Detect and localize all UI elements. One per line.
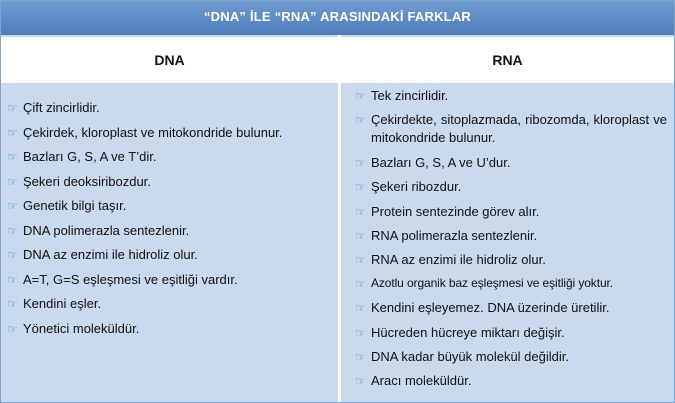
list-item: ☞ Protein sentezinde görev alır. [355, 203, 540, 219]
pointing-hand-icon: ☞ [7, 150, 18, 164]
pointing-hand-icon: ☞ [355, 277, 366, 292]
pointing-hand-icon: ☞ [7, 248, 18, 262]
pointing-hand-icon: ☞ [355, 228, 366, 243]
rna-list [355, 87, 667, 396]
dna-list [7, 99, 331, 344]
list-item: ☞ Bazları G, S, A ve U’dur. [355, 155, 511, 171]
list-item: ☞ DNA polimerazla sentezlenir. [7, 222, 190, 238]
column-divider [338, 35, 341, 402]
pointing-hand-icon: ☞ [355, 373, 366, 388]
list-item: ☞ Yönetici moleküldür. [7, 320, 140, 336]
pointing-hand-icon: ☞ [355, 252, 366, 267]
list-item: ☞ Kendini eşler. [7, 296, 102, 311]
list-item: ☞ Hücreden hücreye miktarı değişir. [355, 324, 565, 340]
list-item: ☞ Şekeri deoksiribozdur. [7, 173, 151, 189]
pointing-hand-icon: ☞ [355, 301, 366, 316]
list-item: ☞ RNA az enzimi ile hidroliz olur. [355, 251, 546, 267]
pointing-hand-icon: ☞ [355, 204, 366, 219]
list-item: ☞ Kendini eşleyemez. DNA üzerinde üretilir. [355, 300, 610, 316]
list-item: ☞ Aracı moleküldür. [355, 372, 472, 388]
pointing-hand-icon: ☞ [355, 156, 366, 171]
list-item: ☞ Bazları G, S, A ve T’dir. [7, 149, 157, 164]
pointing-hand-icon: ☞ [7, 101, 18, 115]
list-item: ☞ Şekeri ribozdur. [355, 179, 462, 195]
pointing-hand-icon: ☞ [7, 199, 18, 213]
list-item: ☞ RNA polimerazla sentezlenir. [355, 227, 538, 243]
rna-column-header: RNA [341, 37, 674, 83]
list-item: ☞ Azotlu organik baz eşleşmesi ve eşitliği yoktur. [355, 276, 613, 292]
list-item: ☞ Tek zincirlidir. [355, 88, 449, 103]
pointing-hand-icon: ☞ [355, 113, 366, 128]
pointing-hand-icon: ☞ [7, 272, 18, 287]
dna-column-header: DNA [1, 37, 338, 83]
table-title: “DNA” İLE “RNA” ARASINDAKİ FARKLAR [1, 1, 674, 35]
pointing-hand-icon: ☞ [7, 125, 18, 140]
list-item: ☞ Çekirdek, kloroplast ve mitokondride bulunur. [7, 124, 283, 140]
pointing-hand-icon: ☞ [355, 325, 366, 340]
pointing-hand-icon: ☞ [355, 180, 366, 195]
pointing-hand-icon: ☞ [355, 89, 366, 103]
list-item: ☞ A=T, G=S eşleşmesi ve eşitliği vardır. [7, 271, 238, 287]
list-item: ☞ Çift zincirlidir. [7, 100, 100, 115]
pointing-hand-icon: ☞ [7, 321, 18, 336]
list-item: ☞ DNA kadar büyük molekül değildir. [355, 348, 569, 364]
pointing-hand-icon: ☞ [7, 174, 18, 189]
pointing-hand-icon: ☞ [7, 297, 18, 311]
list-item: ☞ DNA az enzimi ile hidroliz olur. [7, 247, 198, 262]
list-item: ☞ Çekirdekte, sitoplazmada, ribozomda, kloroplast ve mitokondride bulunur. [355, 112, 667, 146]
list-item: ☞ Genetik bilgi taşır. [7, 198, 127, 213]
pointing-hand-icon: ☞ [355, 349, 366, 364]
pointing-hand-icon: ☞ [7, 223, 18, 238]
